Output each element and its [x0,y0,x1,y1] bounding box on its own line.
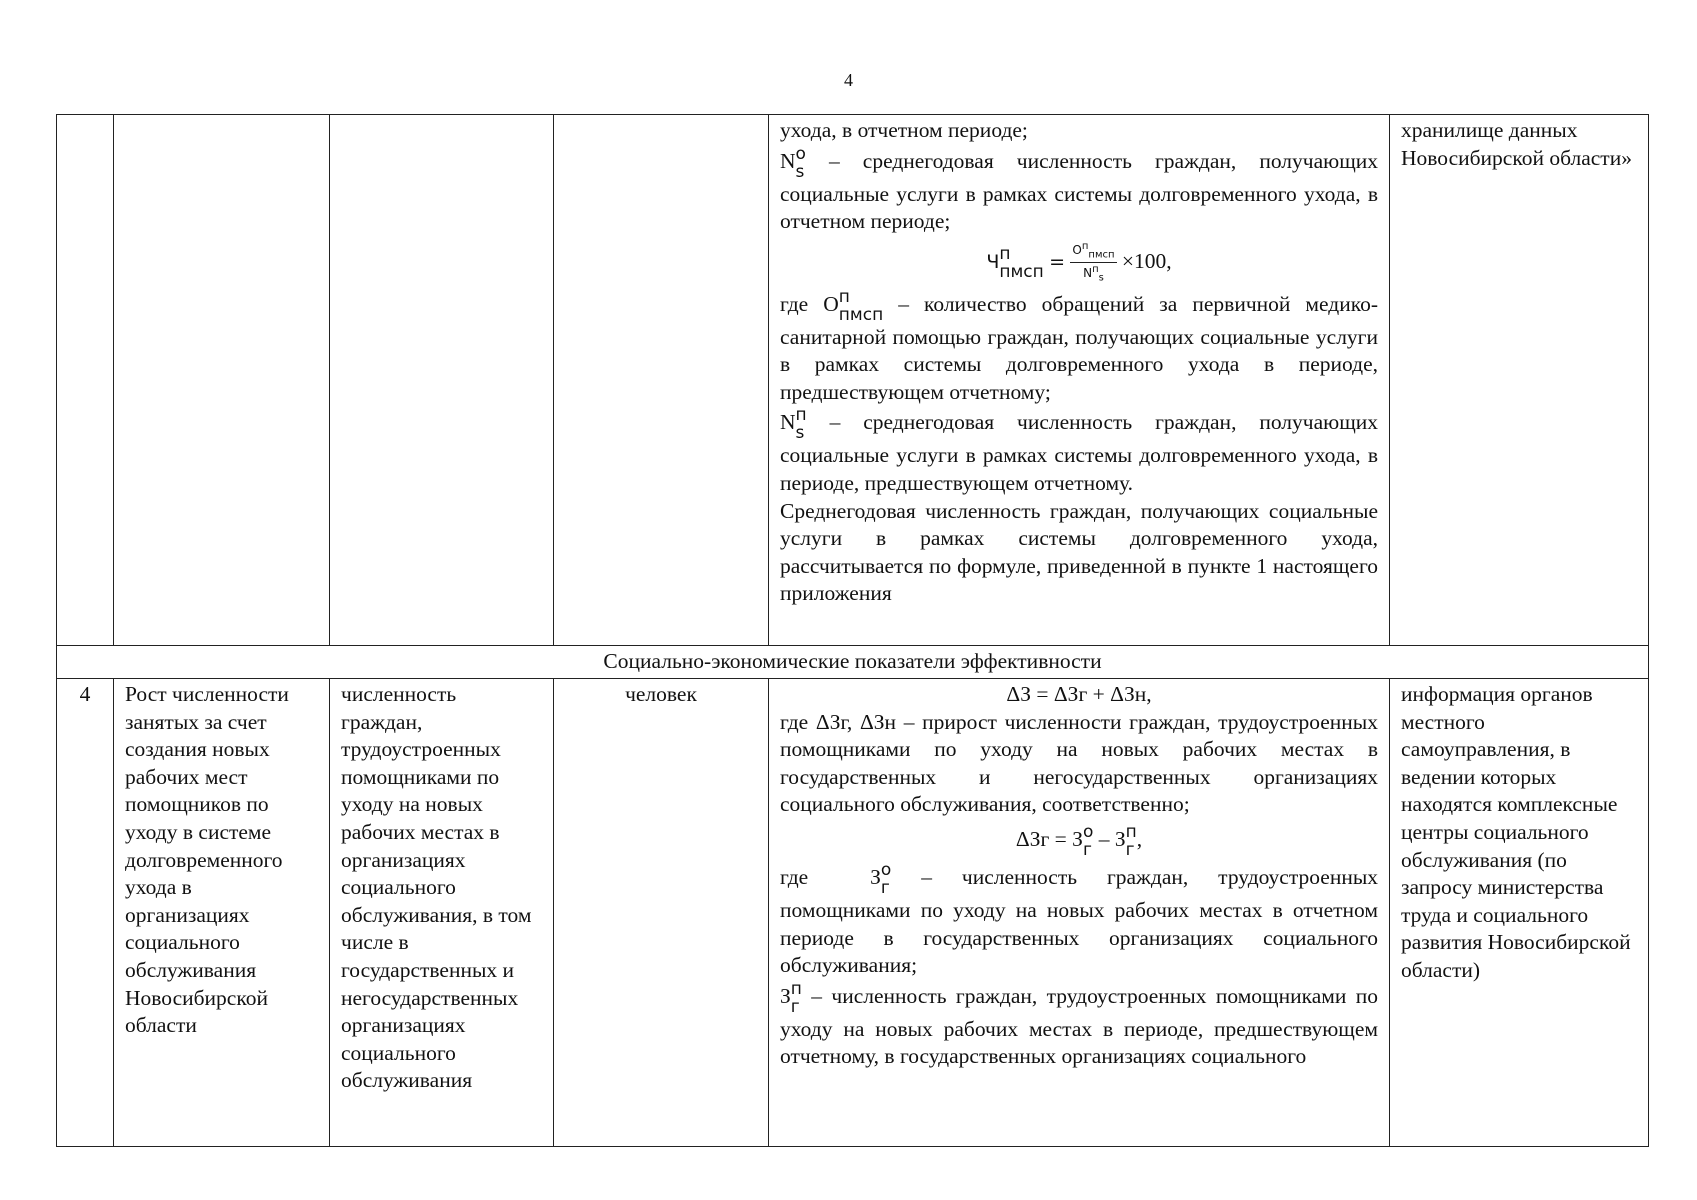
cell-name-empty [114,115,330,646]
cell-num-empty [57,115,114,646]
cell-def-empty [330,115,554,646]
zgp-definition: З п г – численность граждан, трудоустроенных помощниками по уходу на новых рабочих местах в периоде, предшествующем отчетному, в государственных организациях социального [780,978,1379,1069]
zgo-definition: где З о г – численность граждан, трудоустроенных помощниками по уходу на новых рабочих местах в отчетном периоде в государственных организациях социального обслуживания; [780,859,1379,978]
cell-source: информация органов местного самоуправления, в ведении которых находятся комплексные центры социального обслуживания (по запросу министерства труда и социального развития Новосибирской области) [1390,679,1649,1147]
cell-definition: численность граждан, трудоустроенных помощниками по уходу на новых рабочих местах в организациях социального обслуживания, в том числе в государственных и негосударственных организациях социального обслуживания [330,679,554,1147]
table-row [57,679,1649,1147]
formula-line-1: ухода, в отчетном периоде; [780,118,1028,142]
page-number: 4 [844,70,853,90]
table-row [57,115,1649,646]
indicators-table [56,114,1649,1147]
o-pmsp-definition: где О п пмсп – количество обращений за первичной медико-санитарной помощью граждан, получающих социальные услуги в рамках системы долговременного ухода в периоде, предшествующем отчетному; [780,286,1378,404]
cell-unit: человек [554,679,769,1147]
cell-name: Рост численности занятых за счет создания новых рабочих мест помощников по уходу в системе долговременного ухода в организациях социального обслуживания Новосибирской области [114,679,330,1147]
cell-num: 4 [57,679,114,1147]
cell-formula [769,115,1390,646]
section-title: Социально-экономические показатели эффективности [57,646,1649,679]
delta-z-definition: где ΔЗг, ΔЗн – прирост численности граждан, трудоустроенных помощниками по уходу на новых рабочих местах в государственных и негосударственных организациях социального обслуживания, соответственно; [780,709,1378,817]
formula-delta-zg: ΔЗг = З о г – З п г , [1015,821,1143,860]
cell-formula [769,679,1390,1147]
formula-delta-z: ΔЗ = ΔЗг + ΔЗн, [1006,682,1152,706]
section-row [57,646,1649,679]
cell-unit-empty [554,115,769,646]
formula-ch-pmsp: Ч п пмсп = $\frac{О^п_{пмсп}}{N^п_s}$ ×100, [986,240,1172,284]
average-note: Среднегодовая численность граждан, получающих социальные услуги в рамках системы долговременного ухода, рассчитывается по формуле, приведенной в пункте 1 настоящего приложения [780,498,1378,606]
cell-source: хранилище данных Новосибирской области» [1390,115,1649,646]
ns-o-definition: N о s – среднегодовая численность граждан, получающих социальные услуги в рамках системы долговременного ухода, в отчетном периоде; [780,143,1379,234]
ns-p-definition: N п s – среднегодовая численность граждан, получающих социальные услуги в рамках системы долговременного ухода, в периоде, предшествующем отчетному. [780,405,1379,495]
